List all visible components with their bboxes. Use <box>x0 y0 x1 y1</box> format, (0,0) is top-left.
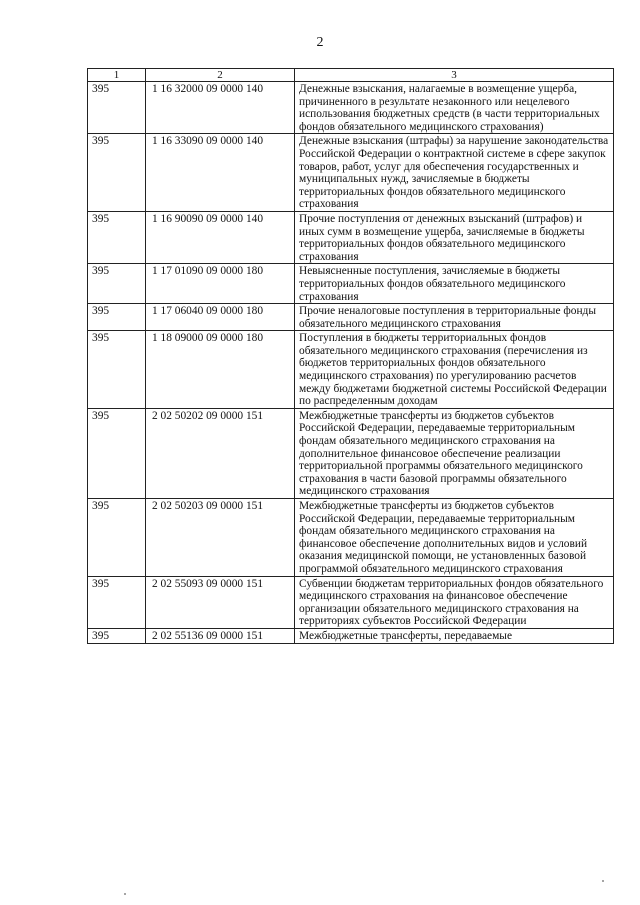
table-row <box>88 331 614 409</box>
table-body <box>88 82 614 644</box>
description-cell: Межбюджетные трансферты из бюджетов субъектов Российской Федерации, передаваемые территориальным фондам обязательного медицинского страхования на финансовое обеспечение дополнительных видов и условий оказания медицинской помощи, не установленных базовой программой обязательного медицинского страхования <box>295 499 614 577</box>
page-number: 2 <box>316 35 324 50</box>
revenue-code-cell: 1 16 33090 09 0000 140 <box>146 134 295 212</box>
column-header-3: 3 <box>295 69 614 82</box>
admin-code-cell: 395 <box>88 264 146 304</box>
description-cell: Субвенции бюджетам территориальных фондов обязательного медицинского страхования на финансовое обеспечение организации обязательного медицинского страхования на территориях субъектов Российской Федерации <box>295 576 614 628</box>
description-cell: Невыясненные поступления, зачисляемые в бюджеты территориальных фондов обязательного медицинского страхования <box>295 264 614 304</box>
description-cell: Денежные взыскания, налагаемые в возмещение ущерба, причиненного в результате незаконного или нецелевого использования бюджетных средств (в части территориальных фондов обязательного медицинского страхования) <box>295 82 614 134</box>
revenue-code-cell: 2 02 55136 09 0000 151 <box>146 628 295 643</box>
description-cell: Межбюджетные трансферты из бюджетов субъектов Российской Федерации, передаваемые территориальным фондам обязательного медицинского страхования на дополнительное финансовое обеспечение реализации территориальной программы обязательного медицинского страхования в части базовой программы обязательного медицинского страхования <box>295 408 614 498</box>
description-cell: Межбюджетные трансферты, передаваемые <box>295 628 614 643</box>
admin-code-cell: 395 <box>88 82 146 134</box>
table-row <box>88 264 614 304</box>
table-row <box>88 628 614 643</box>
revenue-code-cell: 1 17 06040 09 0000 180 <box>146 304 295 331</box>
revenue-code-cell: 1 18 09000 09 0000 180 <box>146 331 295 409</box>
revenue-code-cell: 1 16 90090 09 0000 140 <box>146 211 295 263</box>
table-row <box>88 211 614 263</box>
admin-code-cell: 395 <box>88 408 146 498</box>
table-row <box>88 82 614 134</box>
budget-codes-table <box>87 68 614 644</box>
revenue-code-cell: 1 16 32000 09 0000 140 <box>146 82 295 134</box>
revenue-code-cell: 2 02 50203 09 0000 151 <box>146 499 295 577</box>
table-row <box>88 576 614 628</box>
scan-speck <box>602 880 604 882</box>
header-row <box>88 69 614 82</box>
admin-code-cell: 395 <box>88 628 146 643</box>
table-row <box>88 499 614 577</box>
scan-speck <box>124 893 126 895</box>
revenue-code-cell: 2 02 55093 09 0000 151 <box>146 576 295 628</box>
table-row <box>88 134 614 212</box>
admin-code-cell: 395 <box>88 331 146 409</box>
table-row <box>88 408 614 498</box>
admin-code-cell: 395 <box>88 576 146 628</box>
column-header-1: 1 <box>88 69 146 82</box>
description-cell: Поступления в бюджеты территориальных фондов обязательного медицинского страхования (перечисления из бюджетов территориальных фондов обязательного медицинского страхования) по урегулированию расчетов между бюджетами бюджетной системы Российской Федерации по распределенным доходам <box>295 331 614 409</box>
column-header-2: 2 <box>146 69 295 82</box>
admin-code-cell: 395 <box>88 211 146 263</box>
admin-code-cell: 395 <box>88 304 146 331</box>
table-row <box>88 304 614 331</box>
description-cell: Денежные взыскания (штрафы) за нарушение законодательства Российской Федерации о контрактной системе в сфере закупок товаров, работ, услуг для обеспечения государственных и муниципальных нужд, зачисляемые в бюджеты территориальных фондов обязательного медицинского страхования <box>295 134 614 212</box>
revenue-code-cell: 2 02 50202 09 0000 151 <box>146 408 295 498</box>
table-header <box>88 69 614 82</box>
description-cell: Прочие поступления от денежных взысканий (штрафов) и иных сумм в возмещение ущерба, зачисляемые в бюджеты территориальных фондов обязательного медицинского страхования <box>295 211 614 263</box>
description-cell: Прочие неналоговые поступления в территориальные фонды обязательного медицинского страхования <box>295 304 614 331</box>
admin-code-cell: 395 <box>88 499 146 577</box>
admin-code-cell: 395 <box>88 134 146 212</box>
revenue-code-cell: 1 17 01090 09 0000 180 <box>146 264 295 304</box>
